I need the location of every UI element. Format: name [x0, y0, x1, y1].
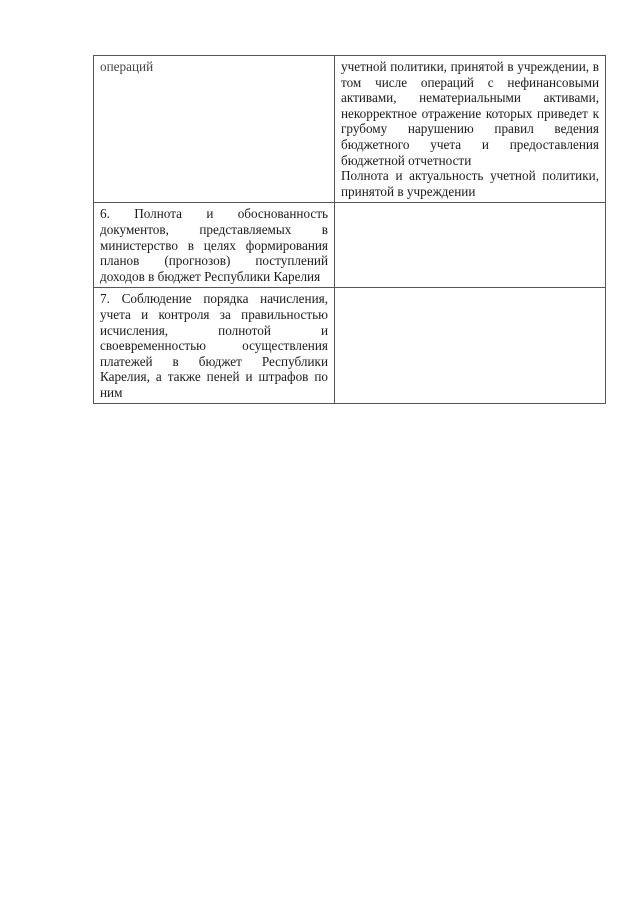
table-row: [94, 288, 606, 404]
table-cell-left: [94, 56, 335, 203]
cell-text: Полнота и актуальность учетной политики, принятой в учреждении: [341, 168, 599, 199]
cell-text: учетной политики, принятой в учреждении, в том числе операций с нефинансовыми активами, нематериальными активами, некорректное отражение которых приведет к грубому нарушению правил ведения бюджетного учета и предоставления бюджетной отчетности: [341, 59, 599, 168]
table-row: [94, 203, 606, 288]
control-points-table: [93, 55, 606, 404]
table-cell-right: [335, 56, 606, 203]
table-cell-right: [335, 203, 606, 288]
cell-text: операций: [100, 59, 154, 74]
table-cell-right: [335, 288, 606, 404]
table-cell-left: [94, 288, 335, 404]
table-row: [94, 56, 606, 203]
cell-text: 6. Полнота и обоснованность документов, представляемых в министерство в целях формирования планов (прогнозов) поступлений доходов в бюджет Республики Карелия: [100, 206, 328, 284]
cell-text: 7. Соблюдение порядка начисления, учета и контроля за правильностью исчисления, полнотой и своевременностью осуществления платежей в бюджет Республики Карелия, а также пеней и штрафов по ним: [100, 291, 328, 400]
table-cell-left: [94, 203, 335, 288]
